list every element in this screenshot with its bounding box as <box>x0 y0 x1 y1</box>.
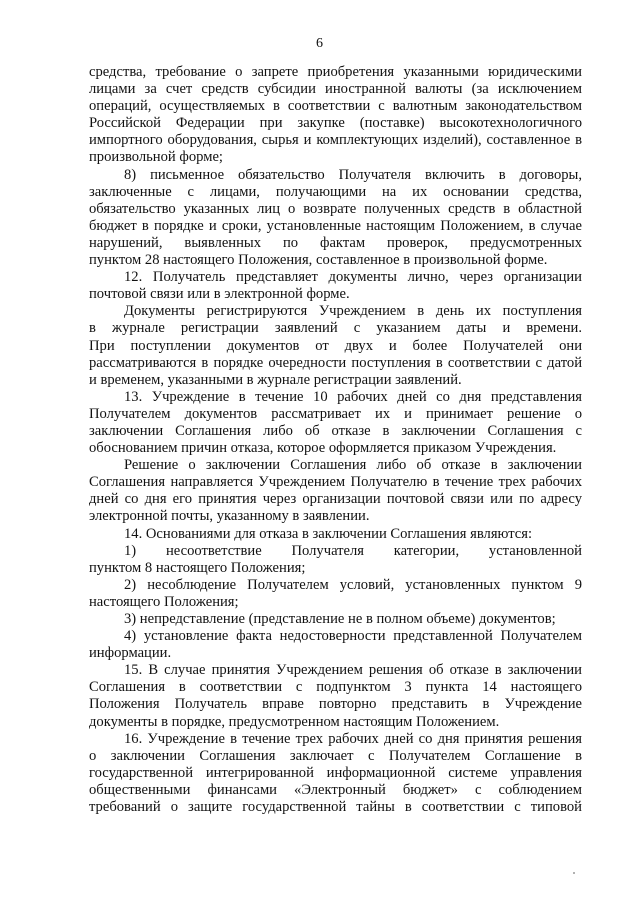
paragraph-clause-15 <box>89 662 582 730</box>
paragraph-clause-12 <box>89 269 582 303</box>
text-line: государственной интегрированной информационной системе управления <box>89 764 582 781</box>
text-line: 14. Основаниями для отказа в заключении Соглашения являются: <box>124 525 533 542</box>
paragraph-subitem-1 <box>89 543 582 577</box>
text-line: обязательство указанных лиц о возврате полученных средств в областной <box>89 200 582 217</box>
text-line: пунктом 8 настоящего Положения; <box>89 559 306 576</box>
text-line: рассматриваются в порядке очередности поступления в соответствии с датой <box>89 354 582 371</box>
paragraph-item-8 <box>89 167 582 270</box>
text-line: 1) несоответствие Получателя категории, установленной <box>124 542 582 559</box>
text-line: требований о защите государственной тайны в соответствии с типовой <box>89 799 582 816</box>
text-line: почтовой связи или в электронной форме. <box>89 286 350 303</box>
text-line: пунктом 28 настоящего Положения, составленное в произвольной форме. <box>89 252 548 269</box>
text-line: информации. <box>89 645 172 662</box>
text-line: бюджет в порядке и сроки, установленные настоящим Положением, в случае <box>89 217 582 234</box>
text-line: 4) установление факта недостоверности представленной Получателем <box>124 628 582 645</box>
text-line: импортного оборудования, сырья и комплектующих изделий), составленное в <box>89 132 582 149</box>
paragraph-subitem-2 <box>89 577 582 611</box>
scan-dot-mark <box>573 872 575 874</box>
text-line: средства, требование о запрете приобретения указанными юридическими <box>89 64 582 80</box>
paragraph-currency-requirement <box>89 64 582 167</box>
text-line: о заключении Соглашения заключает с Получателем Соглашение в <box>89 747 582 764</box>
text-line: Соглашения в соответствии с подпунктом 3 пункта 14 настоящего <box>89 679 582 696</box>
text-line: 13. Учреждение в течение 10 рабочих дней со дня представления <box>124 388 582 405</box>
document-body <box>89 64 582 816</box>
text-line: Получателем документов рассматривает их и принимает решение о <box>89 405 582 422</box>
text-line: заключенные с лицами, получающими на их основании средства, <box>89 183 582 200</box>
text-line: заключении Соглашения либо об отказе в заключении Соглашения с <box>89 422 582 439</box>
text-line: произвольной форме; <box>89 149 223 166</box>
paragraph-clause-14 <box>89 526 582 543</box>
text-line: электронной почты, указанному в заявлении. <box>89 508 370 525</box>
text-line: операций, осуществляемых в соответствии с валютным законодательством <box>89 98 582 115</box>
text-line: дней со дня его принятия через организации почтовой связи или по адресу <box>89 491 582 508</box>
text-line: Решение о заключении Соглашения либо об отказе в заключении <box>124 457 582 474</box>
text-line: Соглашения направляется Учреждением Получателю в течение трех рабочих <box>89 474 582 491</box>
text-line: 15. В случае принятия Учреждением решения об отказе в заключении <box>124 662 582 679</box>
paragraph-decision <box>89 457 582 525</box>
paragraph-clause-13 <box>89 389 582 457</box>
paragraph-subitem-4 <box>89 628 582 662</box>
paragraph-subitem-3 <box>89 611 582 628</box>
text-line: лицами за счет средств субсидии иностранной валюты (за исключением <box>89 81 582 98</box>
text-line: настоящего Положения; <box>89 593 239 610</box>
paragraph-registration <box>89 303 582 388</box>
text-line: общественными финансами «Электронный бюджет» с соблюдением <box>89 781 582 798</box>
text-line: документы в порядке, предусмотренном настоящим Положением. <box>89 713 500 730</box>
text-line: обоснованием причин отказа, которое оформляется приказом Учреждения. <box>89 440 557 457</box>
text-line: 8) письменное обязательство Получателя включить в договоры, <box>124 166 582 183</box>
text-line: Положения Получатель вправе повторно представить в Учреждение <box>89 696 582 713</box>
text-line: 3) непредставление (представление не в полном объеме) документов; <box>124 611 556 627</box>
text-line: Документы регистрируются Учреждением в день их поступления <box>124 303 582 320</box>
text-line: При поступлении документов от двух и более Получателей они <box>89 337 582 354</box>
text-line: нарушений, выявленных по фактам проверок, предусмотренных <box>89 234 582 251</box>
text-line: 16. Учреждение в течение трех рабочих дней со дня принятия решения <box>124 730 582 747</box>
paragraph-clause-16 <box>89 731 582 816</box>
text-line: 12. Получатель представляет документы лично, через организации <box>124 269 582 286</box>
text-line: в журнале регистрации заявлений с указанием даты и времени. <box>89 320 582 337</box>
page-number: 6 <box>316 36 323 51</box>
text-line: и временем, указанными в журнале регистрации заявлений. <box>89 371 462 388</box>
text-line: 2) несоблюдение Получателем условий, установленных пунктом 9 <box>124 576 582 593</box>
text-line: Российской Федерации при закупке (поставке) высокотехнологичного <box>89 115 582 132</box>
